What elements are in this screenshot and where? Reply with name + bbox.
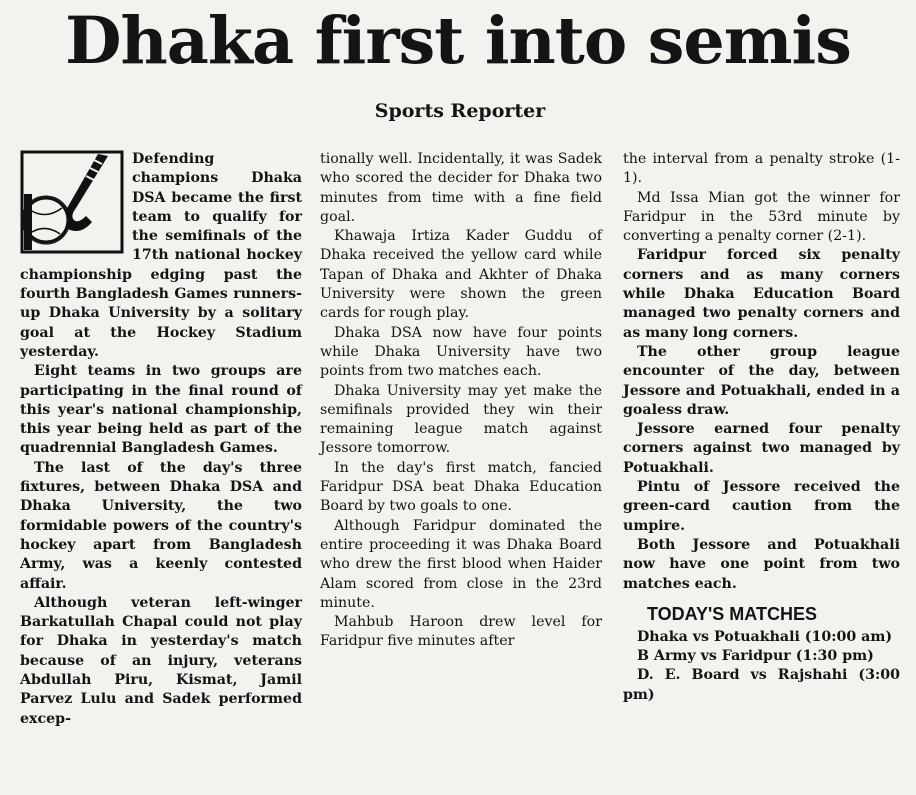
paragraph: Both Jessore and Potuakhali now have one point from two matches each. [623,536,900,592]
todays-matches-heading: TODAY'S MATCHES [647,603,817,624]
paragraph: Dhaka DSA now have four points while Dhaka University have two points from two matches each. [320,324,602,380]
article-column-2 [320,150,602,652]
paragraph: The other group league encounter of the day, between Jessore and Potuakhali, ended in a goaless draw. [623,343,900,418]
paragraph: Khawaja Irtiza Kader Guddu of Dhaka received the yellow card while Tapan of Dhaka and Akhter of Dhaka University were shown the green cards for rough play. [320,228,602,322]
headline: Dhaka first into semis [65,3,851,79]
paragraph: Dhaka University may yet make the semifinals provided they win their remaining league match against Jessore tomorrow. [320,382,602,457]
paragraph: In the day's first match, fancied Faridpur DSA beat Dhaka Education Board by two goals to one. [320,459,602,515]
match-item: D. E. Board vs Rajshahi (3:00 pm) [623,667,900,703]
paragraph: The last of the day's three fixtures, between Dhaka DSA and Dhaka University, the two formidable powers of the country's hockey apart from Bangladesh Army, was a keenly contested affair. [20,459,302,592]
paragraph: the interval from a penalty stroke (1-1). [623,151,900,187]
paragraph: Eight teams in two groups are participating in the final round of this year's national championship, this year being held as part of the quadrennial Bangladesh Games. [20,363,302,457]
paragraph: tionally well. Incidentally, it was Sadek who scored the decider for Dhaka two minutes from time with a fine field goal. [320,151,602,225]
paragraph: Faridpur forced six penalty corners and as many corners while Dhaka Education Board managed two penalty corners and as many long corners. [623,247,900,341]
paragraph: Jessore earned four penalty corners against two managed by Potuakhali. [623,421,900,476]
article-column-3 [623,150,900,705]
paragraph: Although veteran left-winger Barkatullah Chapal could not play for Dhaka in yesterday's match because of an injury, veterans Abdullah Piru, Kismat, Jamil Parvez Lulu and Sadek performed excep- [20,594,302,727]
paragraph: Defending champions Dhaka DSA became the first team to qualify for the semifinals of the 17th national hockey championship edging past the fourth Bangladesh Games runners-up Dhaka University by a solitary goal at the Hockey Stadium yesterday. [20,151,302,360]
paragraph: Md Issa Mian got the winner for Faridpur in the 53rd minute by converting a penalty corner (2-1). [623,189,900,245]
hockey-stick-and-ball-icon [20,150,124,254]
match-item: B Army vs Faridpur (1:30 pm) [637,648,874,665]
paragraph: Pintu of Jessore received the green-card caution from the umpire. [623,479,900,534]
match-item: Dhaka vs Potuakhali (10:00 am) [637,628,893,645]
paragraph: Although Faridpur dominated the entire proceeding it was Dhaka Board who drew the first blood when Haider Alam scored from close in the 23rd minute. [320,517,602,611]
byline: Sports Reporter [374,100,546,122]
article-column-1 [20,150,302,729]
paragraph: Mahbub Haroon drew level for Faridpur five minutes after [320,614,602,650]
